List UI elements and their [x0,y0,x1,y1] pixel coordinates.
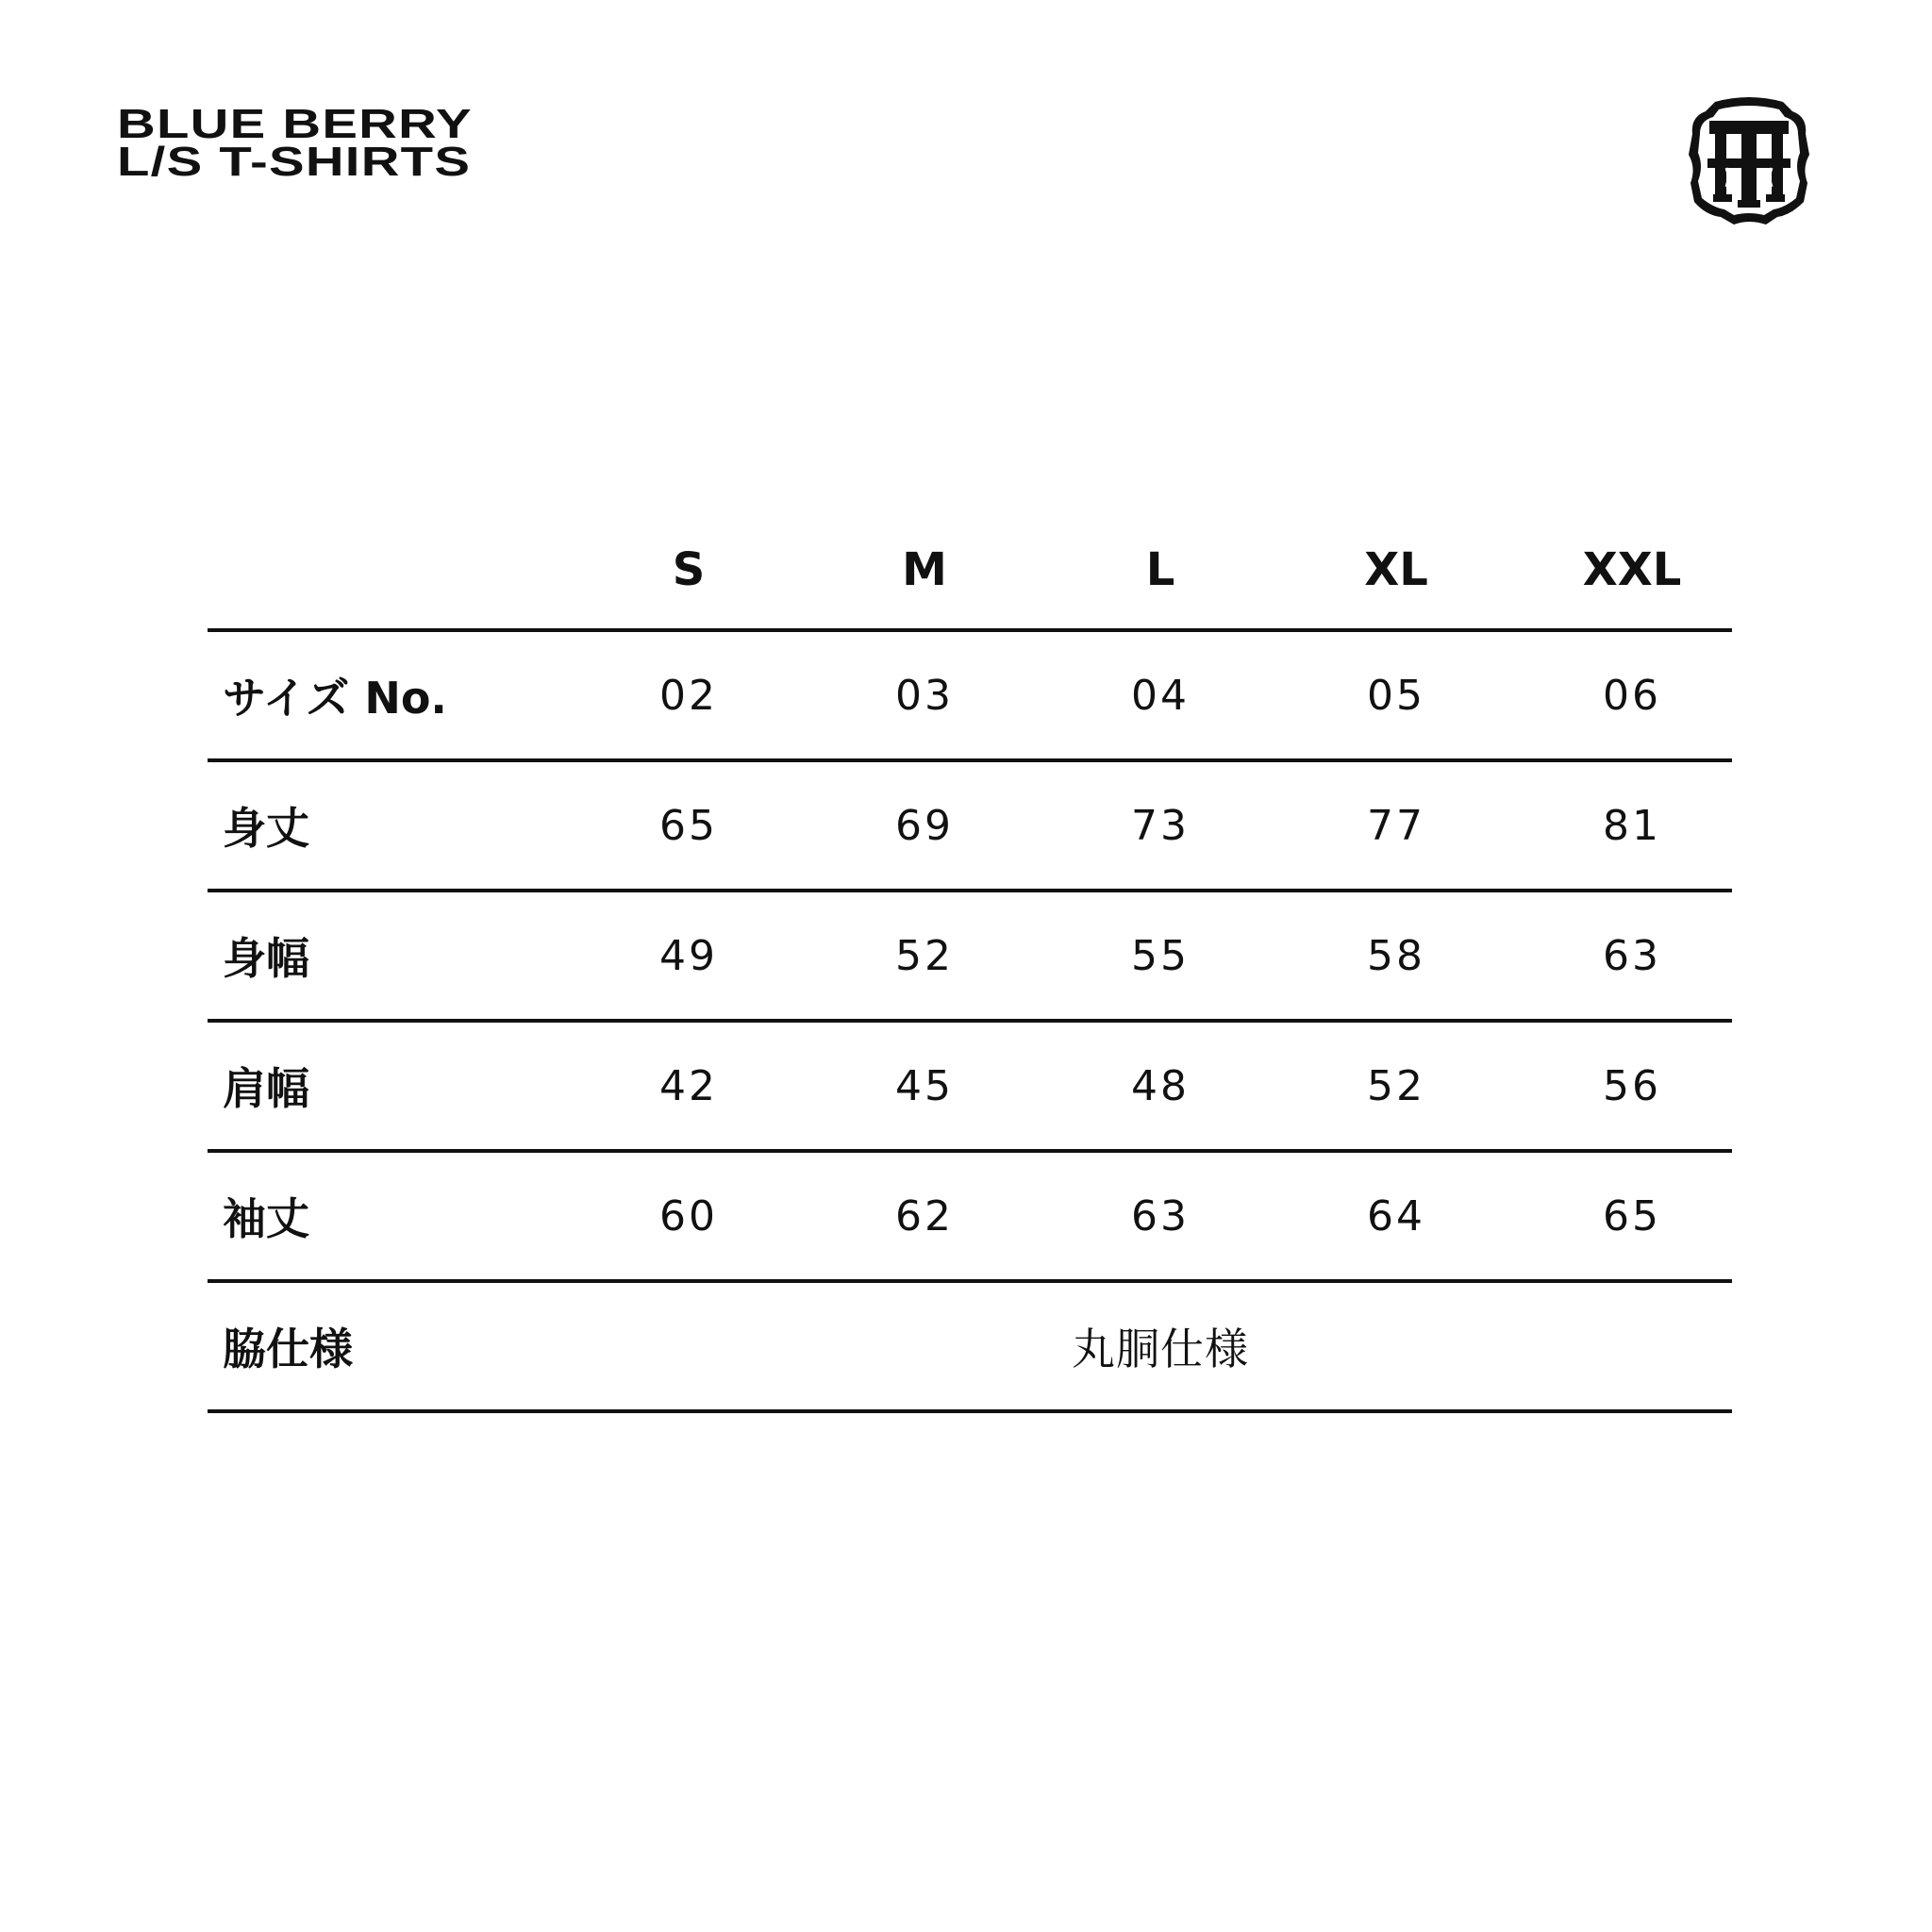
row-label-size-no: サイズ No. [223,673,447,724]
column-header-xxl: XXL [1582,543,1682,596]
column-header-s: S [672,543,706,596]
table-row [208,892,1732,1023]
table-row [208,762,1732,892]
table-cell: 65 [659,801,718,850]
table-cell: 60 [659,1191,718,1241]
side-spec-value: 丸胴仕様 [1072,1324,1249,1374]
size-chart-table [208,509,1732,1413]
table-cell: 63 [1603,931,1661,980]
monogram-logo-icon [1687,96,1811,226]
table-row [208,1153,1732,1283]
row-label-body-width: 身幅 [223,933,309,984]
table-cell: 63 [1131,1191,1190,1241]
title-line-1: BLUE BERRY [117,101,473,147]
table-cell: 58 [1367,931,1425,980]
column-header-m: M [902,543,947,596]
column-header-xl: XL [1364,543,1428,596]
table-cell: 69 [895,801,954,850]
table-row [208,1023,1732,1153]
table-cell: 03 [895,671,954,720]
table-cell: 45 [895,1061,954,1110]
table-cell: 65 [1603,1191,1661,1241]
table-row [208,632,1732,762]
row-label-shoulder-width: 肩幅 [223,1063,309,1114]
table-cell: 52 [1367,1061,1425,1110]
table-cell: 55 [1131,931,1190,980]
table-cell: 77 [1367,801,1425,850]
table-cell: 42 [659,1061,718,1110]
table-cell: 62 [895,1191,954,1241]
product-title [117,101,473,185]
column-header-l: L [1145,543,1175,596]
table-cell: 73 [1131,801,1190,850]
table-cell: 04 [1131,671,1190,720]
row-label-sleeve-length: 袖丈 [223,1193,309,1244]
table-cell: 49 [659,931,718,980]
row-label-side-spec: 脇仕様 [223,1324,353,1374]
table-cell: 48 [1131,1061,1190,1110]
table-cell: 64 [1367,1191,1425,1241]
row-label-body-length: 身丈 [223,803,309,854]
table-cell: 02 [659,671,718,720]
table-cell: 05 [1367,671,1425,720]
table-cell: 52 [895,931,954,980]
table-cell: 56 [1603,1061,1661,1110]
table-row [208,1283,1732,1413]
title-line-2: L/S T-SHIRTS [117,139,472,185]
size-header-row [208,509,1732,632]
table-cell: 81 [1603,801,1661,850]
table-cell: 06 [1603,671,1661,720]
